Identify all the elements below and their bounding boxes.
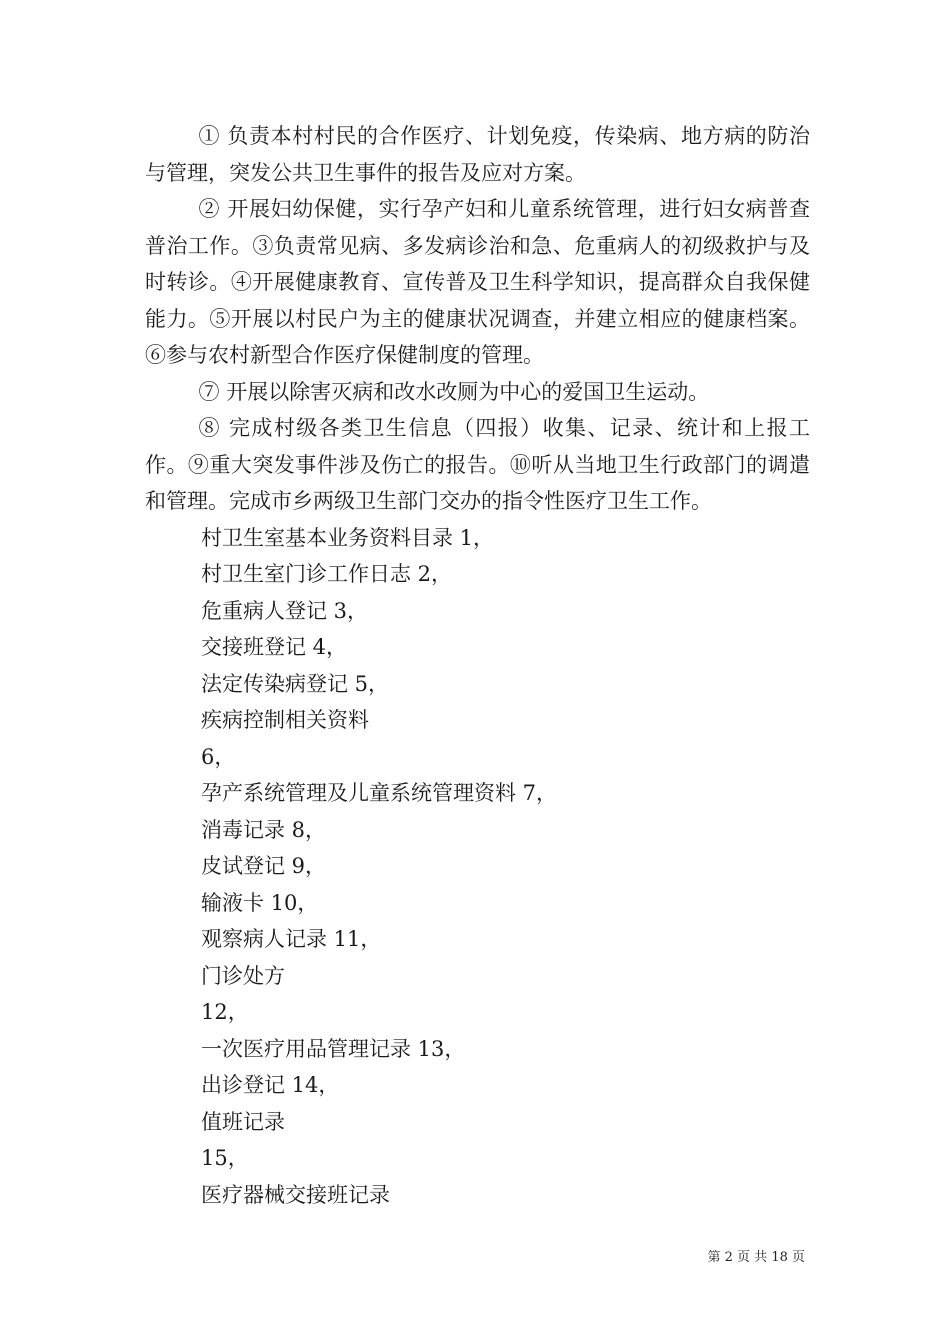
document-body bbox=[145, 118, 810, 1213]
list-item: 门诊处方 bbox=[201, 963, 285, 988]
paragraph-duty-2: ② 开展妇幼保健，实行孕产妇和儿童系统管理，进行妇女病普查普治工作。③负责常见病、多发病诊治和急、危重病人的初级救护与及时转诊。④开展健康教育、宣传普及卫生科学知识，提高群众自我保健能力。⑤开展以村民户为主的健康状况调查，并建立相应的健康档案。⑥参与农村新型合作医疗保健制度的管理。 bbox=[145, 197, 810, 367]
list-item: 皮试登记 9， bbox=[201, 854, 327, 878]
list-item: 交接班登记 4， bbox=[201, 635, 348, 659]
list-item: 医疗器械交接班记录 bbox=[201, 1182, 390, 1207]
list-item: 村卫生室门诊工作日志 2， bbox=[201, 562, 453, 586]
list-item: 观察病人记录 11， bbox=[201, 927, 382, 951]
list-item: 村卫生室基本业务资料目录 1， bbox=[201, 525, 495, 550]
list-item: 6， bbox=[201, 744, 236, 769]
list-item: 一次医疗用品管理记录 13， bbox=[201, 1036, 466, 1061]
list-item: 输液卡 10， bbox=[201, 890, 319, 915]
list-item: 值班记录 bbox=[201, 1109, 285, 1134]
paragraph-duty-1: ① 负责本村村民的合作医疗、计划免疫，传染病、地方病的防治与管理，突发公共卫生事件的报告及应对方案。 bbox=[145, 124, 810, 185]
list-item: 危重病人登记 3， bbox=[201, 598, 369, 623]
paragraph-duty-8: ⑧ 完成村级各类卫生信息（四报）收集、记录、统计和上报工作。⑨重大突发事件涉及伤亡的报告。⑩听从当地卫生行政部门的调遣和管理。完成市乡两级卫生部门交办的指令性医疗卫生工作。 bbox=[145, 416, 810, 513]
list-item: 法定传染病登记 5， bbox=[201, 671, 390, 696]
list-item: 消毒记录 8， bbox=[201, 817, 327, 842]
list-item: 疾病控制相关资料 bbox=[201, 708, 369, 732]
list-item: 15， bbox=[201, 1146, 249, 1170]
list-item: 12， bbox=[201, 1000, 249, 1024]
records-list bbox=[145, 520, 810, 1214]
page-number-footer: 第 2 页 共 18 页 bbox=[707, 1250, 805, 1265]
paragraph-duty-7: ⑦ 开展以除害灭病和改水改厕为中心的爱国卫生运动。 bbox=[198, 379, 710, 404]
list-item: 孕产系统管理及儿童系统管理资料 7， bbox=[201, 781, 558, 805]
list-item: 出诊登记 14， bbox=[201, 1073, 340, 1097]
